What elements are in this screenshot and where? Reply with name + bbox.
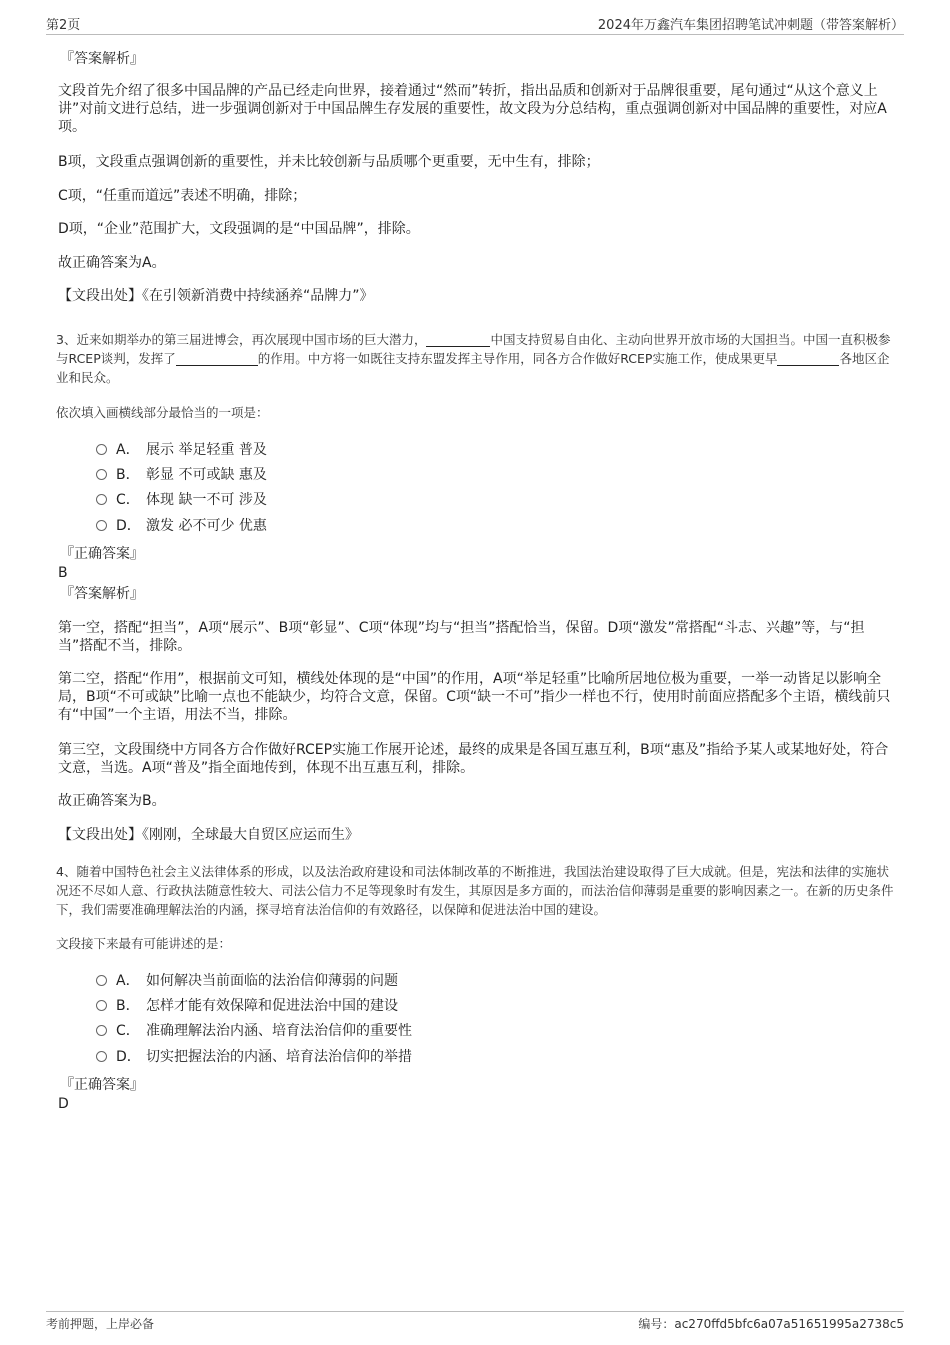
question-prompt: 文段接下来最有可能讲述的是： bbox=[56, 936, 232, 951]
document-title: 2024年万鑫汽车集团招聘笔试冲刺题（带答案解析） bbox=[597, 18, 904, 33]
option-a[interactable]: A． 如何解决当前面临的法治信仰薄弱的问题 bbox=[96, 972, 398, 990]
analysis-paragraph: 第二空，搭配“作用”，根据前文可知，横线处体现的是“中国”的作用，A项“举足轻重”比喻所居地位极为重要，一举一动皆足以影响全局，B项“不可或缺”比喻一点也不能缺少，均符合文意，保留。C项“缺一不可”指少一样也不行，使用时前面应搭配多个主语，横线前只有“中国”一个主语，用法不当，排除。 bbox=[58, 671, 891, 723]
option-a[interactable]: A． 展示 举足轻重 普及 bbox=[96, 441, 267, 459]
radio-button[interactable] bbox=[96, 469, 107, 480]
source-citation: 【文段出处】《在引领新消费中持续涵养“品牌力”》 bbox=[58, 288, 374, 304]
answer-label: 『正确答案』 bbox=[60, 1077, 144, 1093]
option-c[interactable]: C． 准确理解法治内涵、培育法治信仰的重要性 bbox=[96, 1022, 412, 1040]
page-header bbox=[46, 14, 904, 35]
answer-conclusion: 故正确答案为A。 bbox=[58, 255, 166, 271]
fill-blank bbox=[176, 351, 258, 366]
analysis-paragraph: D项，“企业”范围扩大，文段强调的是“中国品牌”，排除。 bbox=[58, 221, 420, 237]
radio-button[interactable] bbox=[96, 1051, 107, 1062]
source-citation: 【文段出处】《刚刚，全球最大自贸区应运而生》 bbox=[58, 827, 359, 843]
analysis-paragraph: 文段首先介绍了很多中国品牌的产品已经走向世界，接着通过“然而”转折，指出品质和创新对于品牌很重要，尾句通过“从这个意义上讲”对前文进行总结，进一步强调创新对于中国品牌生存发展的重要性，故文段为分总结构，重点强调创新对中国品牌的重要性，对应A项。 bbox=[58, 83, 887, 135]
analysis-paragraph: B项，文段重点强调创新的重要性，并未比较创新与品质哪个更重要，无中生有，排除； bbox=[58, 154, 600, 170]
question-prompt: 依次填入画横线部分最恰当的一项是： bbox=[56, 405, 269, 420]
answer-label: 『正确答案』 bbox=[60, 546, 144, 562]
radio-button[interactable] bbox=[96, 444, 107, 455]
correct-answer: D bbox=[58, 1096, 69, 1112]
footer-slogan: 考前押题，上岸必备 bbox=[46, 1317, 155, 1331]
correct-answer: B bbox=[58, 565, 68, 581]
option-d[interactable]: D． 激发 必不可少 优惠 bbox=[96, 517, 267, 535]
option-d[interactable]: D． 切实把握法治的内涵、培育法治信仰的举措 bbox=[96, 1048, 412, 1066]
option-b[interactable]: B． 怎样才能有效保障和促进法治中国的建设 bbox=[96, 997, 398, 1015]
fill-blank bbox=[426, 332, 490, 347]
page-number: 第2页 bbox=[46, 18, 81, 33]
radio-button[interactable] bbox=[96, 1025, 107, 1036]
option-b[interactable]: B． 彰显 不可或缺 惠及 bbox=[96, 466, 267, 484]
answer-conclusion: 故正确答案为B。 bbox=[58, 793, 166, 809]
radio-button[interactable] bbox=[96, 494, 107, 505]
question-stem: 4、随着中国特色社会主义法律体系的形成，以及法治政府建设和司法体制改革的不断推进，我国法治建设取得了巨大成就。但是，宪法和法律的实施状况还不尽如人意、行政执法随意性较大、司法公信力不足等现象时有发生，其原因是多方面的，而法治信仰薄弱是重要的影响因素之一。在新的历史条件下，我们需要准确理解法治的内涵，探寻培育法治信仰的有效路径，以保障和促进法治中国的建设。 bbox=[56, 864, 894, 917]
radio-button[interactable] bbox=[96, 520, 107, 531]
analysis-paragraph: 第一空，搭配“担当”，A项“展示”、B项“彰显”、C项“体现”均与“担当”搭配恰当，保留。D项“激发”常搭配“斗志、兴趣”等，与“担当”搭配不当，排除。 bbox=[58, 620, 865, 654]
page-footer bbox=[46, 1311, 904, 1334]
analysis-paragraph: 第三空，文段围绕中方同各方合作做好RCEP实施工作展开论述，最终的成果是各国互惠互利，B项“惠及”指给予某人或某地好处，符合文意，当选。A项“普及”指全面地传到，体现不出互惠互利，排除。 bbox=[58, 742, 889, 776]
radio-button[interactable] bbox=[96, 975, 107, 986]
fill-blank bbox=[777, 351, 839, 366]
option-c[interactable]: C． 体现 缺一不可 涉及 bbox=[96, 491, 267, 509]
analysis-paragraph: C项，“任重而道远”表述不明确，排除； bbox=[58, 188, 307, 204]
document-id: 编号：ac270ffd5bfc6a07a51651995a2738c5 bbox=[638, 1317, 904, 1331]
analysis-label: 『答案解析』 bbox=[60, 586, 144, 602]
analysis-label: 『答案解析』 bbox=[60, 51, 144, 67]
radio-button[interactable] bbox=[96, 1000, 107, 1011]
question-stem: 3、近来如期举办的第三届进博会，再次展现中国市场的巨大潜力， 中国支持贸易自由化、主动向世界开放市场的大国担当。中国一直积极参与RCEP谈判，发挥了 的作用。中方将一如既往支持东盟发挥主导作用，同各方合作做好RCEP实施工作，使成果更早 各地区企业和民众。 bbox=[56, 332, 891, 385]
